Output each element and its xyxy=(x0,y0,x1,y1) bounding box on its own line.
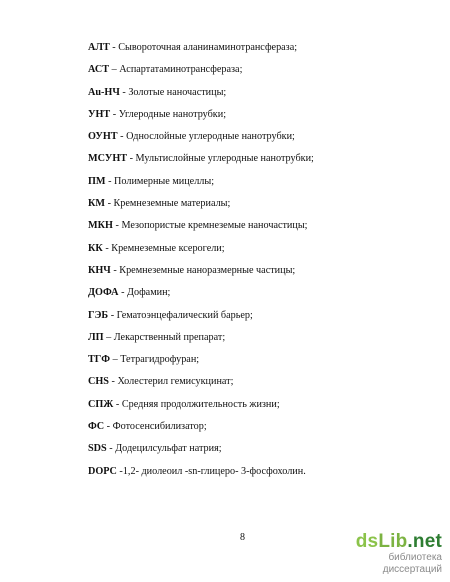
abbreviation-definition: Кремнеземные наноразмерные частицы; xyxy=(119,264,296,276)
abbreviation-separator: - xyxy=(104,421,113,433)
abbreviation-term: ПМ xyxy=(88,175,106,187)
abbreviation-definition: Гематоэнцефалический барьер; xyxy=(116,309,253,321)
abbreviation-separator: – xyxy=(109,64,120,76)
abbreviation-item xyxy=(88,148,418,170)
abbreviation-item xyxy=(88,416,418,438)
watermark xyxy=(332,532,442,576)
abbreviation-definition: Дофамин; xyxy=(127,287,171,299)
page-number: 8 xyxy=(240,532,245,543)
abbreviation-definition: Однослойные углеродные нанотрубки; xyxy=(126,131,295,143)
abbreviation-separator: - xyxy=(105,175,115,187)
abbreviation-term: МСУНТ xyxy=(88,153,128,165)
abbreviation-item xyxy=(88,438,418,460)
abbreviation-term: СПЖ xyxy=(88,398,114,410)
abbreviation-term: DOPC xyxy=(88,465,117,477)
abbreviation-item xyxy=(88,394,418,416)
abbreviation-term: Au-НЧ xyxy=(88,86,120,98)
abbreviation-definition: Кремнеземные материалы; xyxy=(113,198,231,210)
abbreviation-definition: Мезопористые кремнеземые наночастицы; xyxy=(121,220,308,232)
abbreviation-definition: Мультислойные углеродные нанотрубки; xyxy=(135,153,314,165)
abbreviation-definition: Углеродные нанотрубки; xyxy=(118,108,227,120)
abbreviation-term: ДОФА xyxy=(88,287,119,299)
abbreviation-term: МКН xyxy=(88,220,113,232)
watermark-subtitle: библиотека диссертаций xyxy=(382,552,442,575)
abbreviation-separator: - xyxy=(109,42,119,53)
abbreviation-separator: - xyxy=(118,287,128,299)
abbreviation-term: УНТ xyxy=(88,108,111,120)
abbreviation-definition: Лекарственный препарат; xyxy=(113,331,226,343)
abbreviation-item xyxy=(88,349,418,371)
abbreviation-term: КМ xyxy=(88,198,106,210)
abbreviation-separator: - xyxy=(102,242,112,254)
abbreviation-definition: Холестерил гемисукцинат; xyxy=(117,376,234,388)
abbreviation-definition: Сывороточная аланинаминотрансфераза; xyxy=(118,42,298,53)
abbreviation-term: ЛП xyxy=(88,331,104,343)
abbreviation-term: ГЭБ xyxy=(88,309,109,321)
watermark-logo-part3: .net xyxy=(407,531,442,552)
abbreviation-item xyxy=(88,461,418,483)
watermark-logo-part2: Lib xyxy=(378,531,408,552)
abbreviation-separator: - xyxy=(119,86,129,98)
abbreviation-term: ТГФ xyxy=(88,354,111,366)
abbreviation-item xyxy=(88,82,418,104)
abbreviation-separator: - xyxy=(112,220,122,232)
abbreviation-item xyxy=(88,171,418,193)
abbreviation-term: АСТ xyxy=(88,64,110,76)
abbreviation-separator: - xyxy=(116,465,123,477)
abbreviation-item xyxy=(88,327,418,349)
abbreviation-item xyxy=(88,59,418,81)
abbreviation-separator: - xyxy=(105,198,114,210)
abbreviation-item xyxy=(88,126,418,148)
abbreviation-separator: - xyxy=(110,108,119,120)
abbreviation-item xyxy=(88,371,418,393)
abbreviation-definition: Фотосенсибилизатор; xyxy=(112,421,207,433)
watermark-logo-part1: ds xyxy=(355,531,379,552)
abbreviation-definition: Аспартатаминотрансфераза; xyxy=(119,64,243,76)
watermark-logo xyxy=(332,532,442,552)
abbreviation-term: КК xyxy=(88,242,103,254)
abbreviation-list xyxy=(88,37,418,483)
abbreviation-separator: - xyxy=(106,443,116,455)
abbreviation-item xyxy=(88,305,418,327)
abbreviation-item xyxy=(88,215,418,237)
abbreviation-definition: 1,2- диолеоил -sn-глицеро- 3-фосфохолин. xyxy=(122,465,306,477)
abbreviation-definition: Додецилсульфат натрия; xyxy=(115,443,222,455)
abbreviation-item xyxy=(88,282,418,304)
abbreviation-term: ФС xyxy=(88,421,105,433)
abbreviation-definition: Золотые наночастицы; xyxy=(128,86,227,98)
abbreviation-separator: - xyxy=(108,309,117,321)
abbreviation-term: CHS xyxy=(88,376,109,388)
abbreviation-definition: Полимерные мицеллы; xyxy=(114,175,215,187)
abbreviation-separator: - xyxy=(108,376,118,388)
abbreviation-term: ОУНТ xyxy=(88,131,118,143)
abbreviation-separator: - xyxy=(117,131,127,143)
abbreviation-term: КНЧ xyxy=(88,264,111,276)
abbreviation-separator: - xyxy=(110,264,120,276)
abbreviation-item xyxy=(88,238,418,260)
abbreviation-item xyxy=(88,260,418,282)
abbreviation-separator: - xyxy=(113,398,122,410)
abbreviation-separator: – xyxy=(110,354,121,366)
abbreviation-term: SDS xyxy=(88,443,107,455)
abbreviation-item xyxy=(88,193,418,215)
abbreviation-item xyxy=(88,104,418,126)
abbreviation-definition: Кремнеземные ксерогели; xyxy=(111,242,225,254)
abbreviation-definition: Тетрагидрофуран; xyxy=(120,354,200,366)
abbreviation-item xyxy=(88,37,418,59)
abbreviation-separator: - xyxy=(127,153,136,165)
abbreviation-definition: Средняя продолжительность жизни; xyxy=(121,398,280,410)
abbreviation-separator: – xyxy=(103,331,114,343)
abbreviation-term: АЛТ xyxy=(88,42,110,53)
